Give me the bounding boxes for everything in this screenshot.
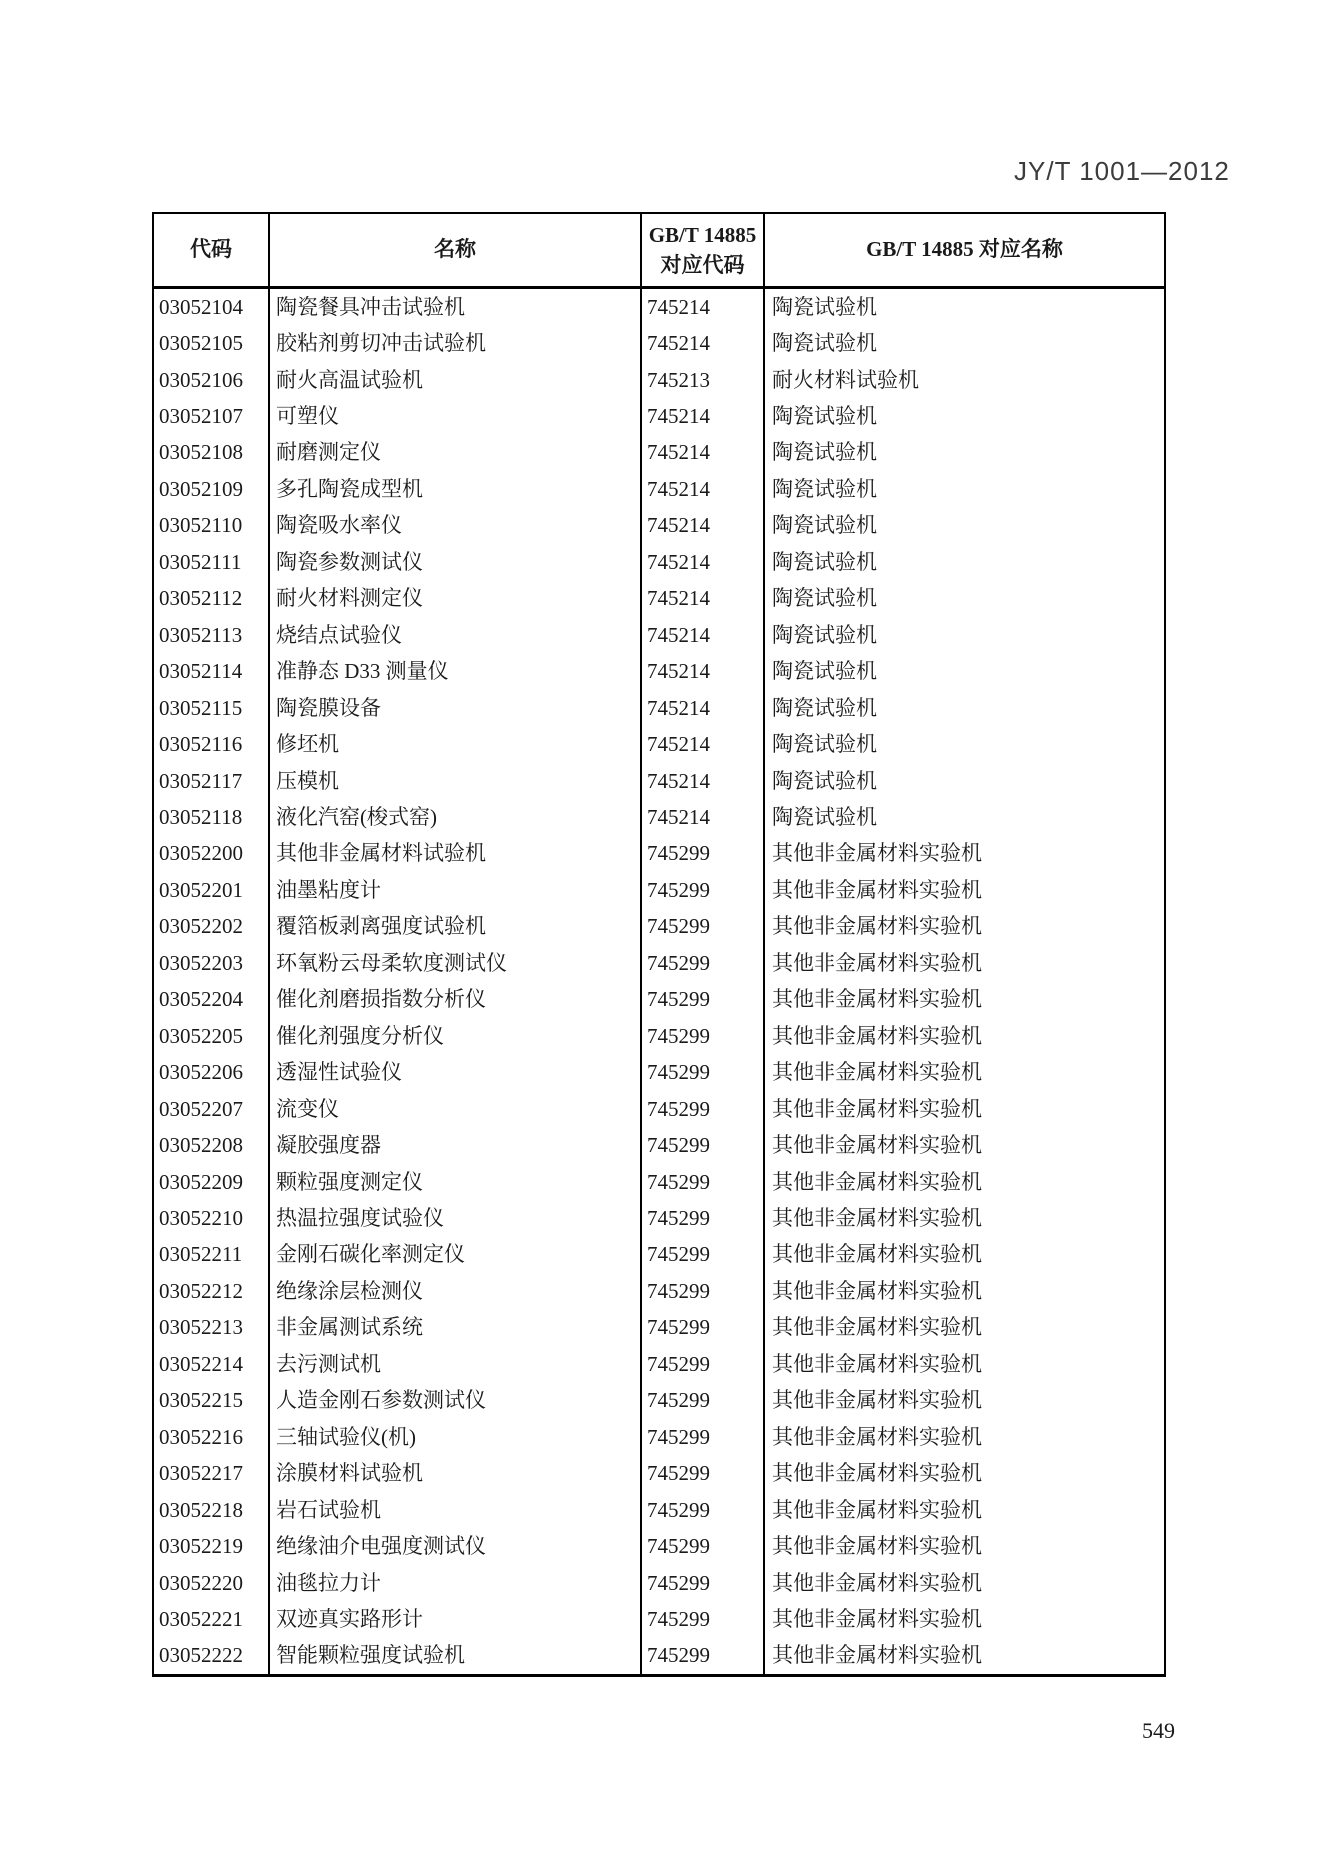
cell-code: 03052220 <box>154 1565 270 1601</box>
cell-name: 凝胶强度器 <box>270 1127 642 1163</box>
cell-code: 03052202 <box>154 909 270 945</box>
cell-gbt-name: 其他非金属材料实验机 <box>772 1169 982 1194</box>
cell-name: 压模机 <box>270 763 642 799</box>
cell-code: 03052200 <box>154 836 270 872</box>
cell-gbt-name: 其他非金属材料实验机 <box>772 1278 982 1303</box>
cell-gbt-name: 陶瓷试验机 <box>772 805 877 830</box>
page-number: 549 <box>1142 1718 1175 1743</box>
cell-gbt-code: 745214 <box>642 654 765 690</box>
cell-name: 修坯机 <box>270 726 642 762</box>
cell-gbt-name: 其他非金属材料实验机 <box>772 1643 982 1668</box>
cell-name: 双迹真实路形计 <box>270 1601 642 1637</box>
cell-name: 涂膜材料试验机 <box>270 1456 642 1492</box>
cell-code: 03052209 <box>154 1164 270 1200</box>
cell-code: 03052118 <box>154 799 270 835</box>
cell-gbt-name: 其他非金属材料实验机 <box>772 1133 982 1158</box>
cell-code: 03052219 <box>154 1528 270 1564</box>
table-row <box>154 909 1164 945</box>
table-row <box>154 1055 1164 1091</box>
cell-gbt-code: 745214 <box>642 617 765 653</box>
cell-name: 胶粘剂剪切冲击试验机 <box>270 325 642 361</box>
cell-name: 透湿性试验仪 <box>270 1055 642 1091</box>
cell-code: 03052216 <box>154 1419 270 1455</box>
cell-name: 智能颗粒强度试验机 <box>270 1638 642 1674</box>
cell-gbt-name: 其他非金属材料实验机 <box>772 1023 982 1048</box>
cell-name: 油墨粘度计 <box>270 872 642 908</box>
cell-code: 03052218 <box>154 1492 270 1528</box>
table-row <box>154 435 1164 471</box>
cell-gbt-code: 745213 <box>642 362 765 398</box>
cell-gbt-code: 745214 <box>642 690 765 726</box>
cell-gbt-code: 745299 <box>642 1273 765 1309</box>
table-row <box>154 508 1164 544</box>
cell-gbt-name: 其他非金属材料实验机 <box>772 987 982 1012</box>
table-row <box>154 325 1164 361</box>
cell-gbt-name: 其他非金属材料实验机 <box>772 914 982 939</box>
cell-name: 多孔陶瓷成型机 <box>270 471 642 507</box>
cell-gbt-name: 陶瓷试验机 <box>772 695 877 720</box>
cell-gbt-code: 745299 <box>642 909 765 945</box>
cell-name: 三轴试验仪(机) <box>270 1419 642 1455</box>
cell-gbt-name: 其他非金属材料实验机 <box>772 1351 982 1376</box>
cell-code: 03052106 <box>154 362 270 398</box>
cell-gbt-name: 其他非金属材料实验机 <box>772 1461 982 1486</box>
table-header-row <box>154 214 1164 289</box>
cell-gbt-code: 745214 <box>642 508 765 544</box>
cell-gbt-name: 陶瓷试验机 <box>772 732 877 757</box>
cell-code: 03052205 <box>154 1018 270 1054</box>
cell-name: 金刚石碳化率测定仪 <box>270 1237 642 1273</box>
cell-gbt-name: 陶瓷试验机 <box>772 549 877 574</box>
cell-code: 03052206 <box>154 1055 270 1091</box>
cell-code: 03052217 <box>154 1456 270 1492</box>
cell-gbt-code: 745299 <box>642 1127 765 1163</box>
cell-gbt-code: 745299 <box>642 836 765 872</box>
cell-code: 03052208 <box>154 1127 270 1163</box>
table-row <box>154 1492 1164 1528</box>
table-row <box>154 945 1164 981</box>
table-row <box>154 690 1164 726</box>
cell-gbt-name: 陶瓷试验机 <box>772 659 877 684</box>
cell-gbt-code: 745299 <box>642 1200 765 1236</box>
cell-gbt-name: 耐火材料试验机 <box>772 367 919 392</box>
table-row <box>154 362 1164 398</box>
cell-code: 03052201 <box>154 872 270 908</box>
cell-code: 03052115 <box>154 690 270 726</box>
cell-code: 03052117 <box>154 763 270 799</box>
cell-gbt-name: 其他非金属材料实验机 <box>772 877 982 902</box>
table-row <box>154 763 1164 799</box>
cell-code: 03052221 <box>154 1601 270 1637</box>
cell-gbt-name: 陶瓷试验机 <box>772 622 877 647</box>
cell-name: 陶瓷餐具冲击试验机 <box>270 289 642 325</box>
table-row <box>154 1091 1164 1127</box>
cell-name: 准静态 D33 测量仪 <box>270 654 642 690</box>
table-row <box>154 1237 1164 1273</box>
table-row <box>154 654 1164 690</box>
cell-gbt-name: 其他非金属材料实验机 <box>772 1606 982 1631</box>
cell-name: 绝缘涂层检测仪 <box>270 1273 642 1309</box>
table-row <box>154 1200 1164 1236</box>
cell-code: 03052108 <box>154 435 270 471</box>
table-row <box>154 1273 1164 1309</box>
cell-code: 03052214 <box>154 1346 270 1382</box>
table-body <box>154 289 1164 1674</box>
cell-code: 03052116 <box>154 726 270 762</box>
doc-number: JY/T 1001—2012 <box>1014 156 1230 186</box>
cell-code: 03052215 <box>154 1383 270 1419</box>
cell-gbt-code: 745299 <box>642 1164 765 1200</box>
cell-gbt-code: 745299 <box>642 1018 765 1054</box>
cell-gbt-code: 745299 <box>642 1310 765 1346</box>
table-row <box>154 836 1164 872</box>
cell-gbt-code: 745214 <box>642 435 765 471</box>
header-gbt-code-line1: GB/T 14885 <box>648 223 757 247</box>
cell-gbt-name: 其他非金属材料实验机 <box>772 1315 982 1340</box>
cell-gbt-code: 745299 <box>642 945 765 981</box>
cell-gbt-name: 其他非金属材料实验机 <box>772 1570 982 1595</box>
cell-name: 陶瓷膜设备 <box>270 690 642 726</box>
cell-name: 陶瓷参数测试仪 <box>270 544 642 580</box>
table-row <box>154 1419 1164 1455</box>
cell-name: 耐火材料测定仪 <box>270 581 642 617</box>
cell-code: 03052211 <box>154 1237 270 1273</box>
cell-code: 03052112 <box>154 581 270 617</box>
table-row <box>154 799 1164 835</box>
cell-gbt-name: 其他非金属材料实验机 <box>772 1424 982 1449</box>
cell-name: 热温拉强度试验仪 <box>270 1200 642 1236</box>
cell-name: 去污测试机 <box>270 1346 642 1382</box>
cell-gbt-code: 745214 <box>642 581 765 617</box>
cell-gbt-name: 其他非金属材料实验机 <box>772 950 982 975</box>
cell-gbt-code: 745299 <box>642 1419 765 1455</box>
cell-gbt-code: 745214 <box>642 763 765 799</box>
cell-code: 03052212 <box>154 1273 270 1309</box>
cell-gbt-code: 745214 <box>642 325 765 361</box>
cell-code: 03052111 <box>154 544 270 580</box>
cell-code: 03052109 <box>154 471 270 507</box>
table-row <box>154 1601 1164 1637</box>
table-row <box>154 1528 1164 1564</box>
cell-gbt-name: 陶瓷试验机 <box>772 586 877 611</box>
cell-gbt-code: 745214 <box>642 799 765 835</box>
cell-name: 耐火高温试验机 <box>270 362 642 398</box>
cell-gbt-code: 745299 <box>642 1091 765 1127</box>
cell-gbt-name: 其他非金属材料实验机 <box>772 1206 982 1230</box>
cell-code: 03052110 <box>154 508 270 544</box>
cell-gbt-code: 745214 <box>642 471 765 507</box>
table-row <box>154 1164 1164 1200</box>
cell-name: 岩石试验机 <box>270 1492 642 1528</box>
header-cell-gbt-code <box>642 214 765 286</box>
cell-name: 催化剂磨损指数分析仪 <box>270 982 642 1018</box>
cell-code: 03052105 <box>154 325 270 361</box>
cell-name: 催化剂强度分析仪 <box>270 1018 642 1054</box>
cell-name: 流变仪 <box>270 1091 642 1127</box>
table-row <box>154 872 1164 908</box>
cell-name: 烧结点试验仪 <box>270 617 642 653</box>
table-row <box>154 982 1164 1018</box>
cell-code: 03052203 <box>154 945 270 981</box>
cell-name: 可塑仪 <box>270 398 642 434</box>
header-cell-gbt-name: GB/T 14885 对应名称 <box>866 237 1063 262</box>
table-row <box>154 1346 1164 1382</box>
cell-gbt-name: 其他非金属材料实验机 <box>772 1497 982 1522</box>
cell-gbt-code: 745299 <box>642 1638 765 1674</box>
cell-name: 陶瓷吸水率仪 <box>270 508 642 544</box>
table-row <box>154 1565 1164 1601</box>
table-row <box>154 1638 1164 1674</box>
cell-gbt-code: 745299 <box>642 1055 765 1091</box>
table-row <box>154 1127 1164 1163</box>
cell-gbt-code: 745299 <box>642 1565 765 1601</box>
cell-gbt-name: 陶瓷试验机 <box>772 513 877 538</box>
cell-name: 绝缘油介电强度测试仪 <box>270 1528 642 1564</box>
cell-gbt-code: 745299 <box>642 1383 765 1419</box>
table-row <box>154 398 1164 434</box>
cell-name: 环氧粉云母柔软度测试仪 <box>270 945 642 981</box>
table-row <box>154 471 1164 507</box>
cell-gbt-name: 其他非金属材料实验机 <box>772 1534 982 1559</box>
cell-name: 其他非金属材料试验机 <box>270 836 642 872</box>
cell-gbt-code: 745299 <box>642 1601 765 1637</box>
cell-gbt-code: 745214 <box>642 289 765 325</box>
cell-code: 03052113 <box>154 617 270 653</box>
cell-gbt-name: 陶瓷试验机 <box>772 331 877 356</box>
table-row <box>154 289 1164 325</box>
cell-gbt-code: 745299 <box>642 1237 765 1273</box>
cell-name: 颗粒强度测定仪 <box>270 1164 642 1200</box>
cell-gbt-code: 745214 <box>642 544 765 580</box>
cell-code: 03052210 <box>154 1200 270 1236</box>
cell-name: 耐磨测定仪 <box>270 435 642 471</box>
cell-code: 03052114 <box>154 654 270 690</box>
cell-gbt-code: 745214 <box>642 726 765 762</box>
cell-gbt-name: 其他非金属材料实验机 <box>772 1060 982 1085</box>
cell-gbt-code: 745299 <box>642 872 765 908</box>
cell-gbt-name: 陶瓷试验机 <box>772 768 877 793</box>
table-row <box>154 617 1164 653</box>
cell-gbt-code: 745214 <box>642 398 765 434</box>
cell-name: 非金属测试系统 <box>270 1310 642 1346</box>
cell-gbt-name: 陶瓷试验机 <box>772 294 877 319</box>
cell-code: 03052107 <box>154 398 270 434</box>
cell-name: 人造金刚石参数测试仪 <box>270 1383 642 1419</box>
cell-gbt-code: 745299 <box>642 1492 765 1528</box>
cell-gbt-name: 陶瓷试验机 <box>772 476 877 501</box>
cell-name: 液化汽窑(梭式窑) <box>270 799 642 835</box>
header-cell-code: 代码 <box>154 214 270 286</box>
table-row <box>154 1310 1164 1346</box>
cell-gbt-code: 745299 <box>642 1456 765 1492</box>
cell-name: 覆箔板剥离强度试验机 <box>270 909 642 945</box>
cell-code: 03052222 <box>154 1638 270 1674</box>
cell-gbt-name: 其他非金属材料实验机 <box>772 841 982 866</box>
header-gbt-code-line2: 对应代码 <box>660 253 745 277</box>
cell-gbt-name: 陶瓷试验机 <box>772 404 877 429</box>
cell-name: 油毯拉力计 <box>270 1565 642 1601</box>
table-row <box>154 1018 1164 1054</box>
cell-code: 03052204 <box>154 982 270 1018</box>
cell-gbt-code: 745299 <box>642 1346 765 1382</box>
cell-gbt-name: 其他非金属材料实验机 <box>772 1096 982 1121</box>
cell-gbt-code: 745299 <box>642 1528 765 1564</box>
table-row <box>154 581 1164 617</box>
table-row <box>154 1383 1164 1419</box>
cell-gbt-name: 其他非金属材料实验机 <box>772 1242 982 1267</box>
cell-gbt-name: 其他非金属材料实验机 <box>772 1388 982 1413</box>
cell-code: 03052213 <box>154 1310 270 1346</box>
header-cell-name: 名称 <box>270 214 642 286</box>
table-row <box>154 544 1164 580</box>
code-mapping-table <box>152 212 1166 1677</box>
cell-code: 03052207 <box>154 1091 270 1127</box>
table-row <box>154 726 1164 762</box>
table-row <box>154 1456 1164 1492</box>
cell-code: 03052104 <box>154 289 270 325</box>
cell-gbt-name: 陶瓷试验机 <box>772 440 877 465</box>
cell-gbt-code: 745299 <box>642 982 765 1018</box>
